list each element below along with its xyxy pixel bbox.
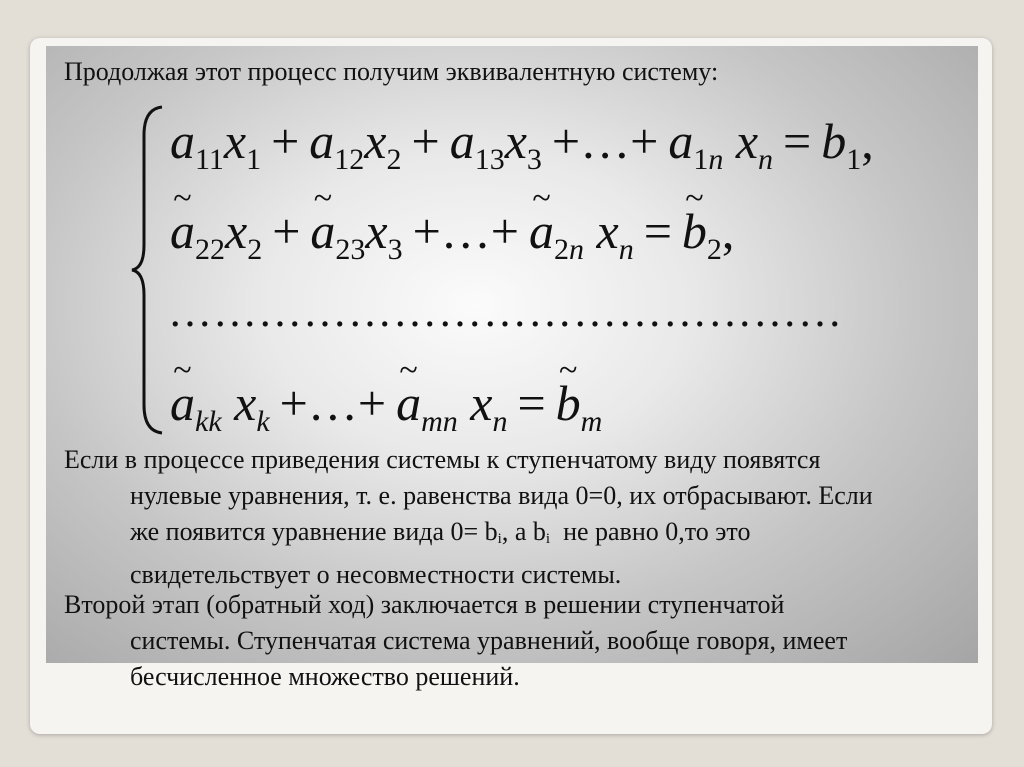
equation-2: ~ a22x2 +~ a23x3 +…+~ a2n xn =~ b2, [170, 202, 734, 267]
equation-ellipsis: ……………………………………… [168, 287, 843, 336]
paragraph-2-line-1: Второй этап (обратный ход) заключается в решении ступенчатой [64, 590, 785, 619]
equation-k: ~ akk xk +…+~ amn xn =~ bm [170, 374, 602, 439]
paragraph-1-line-2: нулевые уравнения, т. е. равенства вида 0=0, их отбрасывают. Если [130, 481, 873, 510]
intro-text: Продолжая этот процесс получим эквивалентную систему: [64, 57, 719, 86]
equation-1-comma: , [861, 113, 874, 169]
paragraph-1-line-3-part-c: не равно 0,то это [550, 517, 751, 546]
subscript-i-1: i [497, 531, 502, 547]
subscript-i-2: i [545, 531, 551, 547]
paragraph-1-line-3-part-a: же появится уравнение вида 0= b [130, 517, 498, 546]
paragraph-back-substitution [64, 587, 944, 695]
paragraph-1-line-3-part-b: , а b [501, 517, 546, 546]
paragraph-1-line-4: свидетельствует о несовместности системы. [130, 560, 622, 589]
system-brace [128, 105, 168, 435]
equation-2-comma: , [721, 203, 735, 259]
paragraph-1-line-3 [64, 514, 944, 557]
paragraph-1-line-1: Если в процессе приведения системы к ступенчатому виду появятся [64, 445, 821, 474]
paragraph-zero-equations [64, 442, 944, 593]
paragraph-2-line-2: системы. Ступенчатая система уравнений, вообще говоря, имеет [130, 626, 848, 655]
paragraph-2-line-3: бесчисленное множество решений. [130, 662, 520, 691]
equation-1: a11x1 + a12x2 + a13x3 +…+ a1n xn = b1, [170, 113, 874, 176]
